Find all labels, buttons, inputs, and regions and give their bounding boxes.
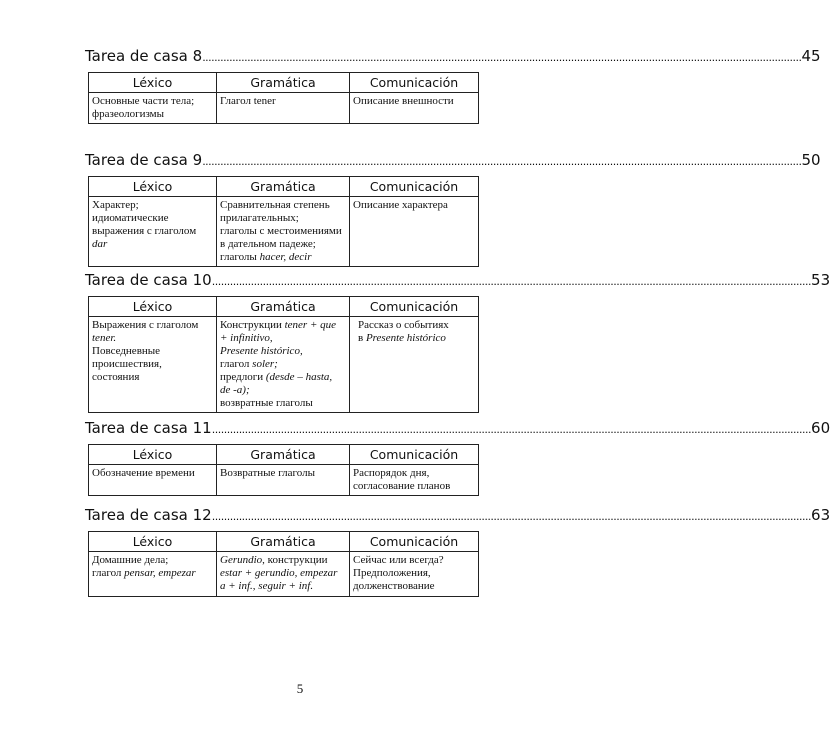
text-run: глагол	[220, 358, 253, 370]
header-comunicacion: Comunicación	[350, 177, 479, 197]
text-run: выражения с глаголом	[92, 225, 197, 237]
text-line: estar + gerundio, empezar	[220, 567, 338, 579]
leader-dots: ........................................................................................................................................................................................................	[211, 510, 812, 523]
section-title-row	[85, 46, 821, 66]
section-title: Tarea de casa 8	[85, 47, 203, 65]
cell-comunicacion	[350, 465, 479, 496]
text-run: в	[358, 332, 366, 344]
header-lexico: Léxico	[89, 532, 217, 552]
cell-lexico	[89, 93, 217, 124]
leader-dots: ........................................................................................................................................................................................................	[202, 155, 802, 168]
text-line	[92, 225, 213, 251]
text-line: Presente histórico,	[220, 345, 303, 357]
toc-section-10	[85, 270, 830, 413]
text-line: Повседневные	[92, 345, 161, 357]
text-line: Распорядок дня,	[353, 467, 430, 479]
cell-gramatica	[217, 197, 350, 267]
text-line: фразеологизмы	[92, 108, 165, 120]
text-run: глагол	[92, 567, 125, 579]
section-title-row	[85, 505, 830, 525]
text-line: de -a);	[220, 384, 250, 396]
toc-section-12	[85, 505, 830, 597]
text-line	[220, 554, 346, 567]
text-line	[220, 358, 346, 371]
text-line: глаголы с местоимениями	[220, 225, 342, 237]
text-line: Описание характера	[353, 199, 448, 211]
header-lexico: Léxico	[89, 445, 217, 465]
section-title: Tarea de casa 11	[85, 419, 212, 437]
text-line: прилагательных;	[220, 212, 299, 224]
header-comunicacion: Comunicación	[350, 445, 479, 465]
header-gramatica: Gramática	[217, 532, 350, 552]
cell-lexico	[89, 465, 217, 496]
text-run: (desde – hasta,	[265, 371, 333, 383]
cell-lexico	[89, 197, 217, 267]
text-line	[220, 371, 346, 384]
text-line	[358, 332, 475, 345]
text-line: Предположения,	[353, 567, 431, 579]
toc-table	[88, 176, 479, 267]
header-gramatica: Gramática	[217, 445, 350, 465]
text-run: soler;	[252, 358, 278, 370]
section-page: 60	[811, 419, 830, 437]
cell-gramatica	[217, 465, 350, 496]
cell-lexico	[89, 552, 217, 597]
section-title: Tarea de casa 9	[85, 151, 203, 169]
toc-table	[88, 531, 479, 597]
text-line: tener.	[92, 332, 117, 344]
text-line: согласование планов	[353, 480, 451, 492]
section-title: Tarea de casa 10	[85, 271, 212, 289]
toc-section-8	[85, 46, 821, 124]
text-line: Описание внешности	[353, 95, 454, 107]
text-line	[220, 319, 346, 332]
section-page: 50	[801, 151, 821, 169]
header-comunicacion: Comunicación	[350, 297, 479, 317]
text-line: Возвратные глаголы	[220, 467, 315, 479]
leader-dots: ........................................................................................................................................................................................................	[211, 423, 812, 436]
leader-dots: ........................................................................................................................................................................................................	[202, 51, 802, 64]
header-lexico: Léxico	[89, 177, 217, 197]
header-gramatica: Gramática	[217, 73, 350, 93]
section-page: 45	[801, 47, 821, 65]
header-gramatica: Gramática	[217, 297, 350, 317]
text-line: происшествия,	[92, 358, 162, 370]
text-run: tener + que	[284, 319, 337, 331]
cell-lexico	[89, 317, 217, 413]
toc-table	[88, 72, 479, 124]
text-line	[92, 567, 213, 580]
text-run: Presente histórico	[365, 332, 446, 344]
text-line: Сравнительная степень	[220, 199, 330, 211]
leader-dots: ........................................................................................................................................................................................................	[211, 275, 812, 288]
text-line: Сейчас или всегда?	[353, 554, 444, 566]
section-page: 63	[811, 506, 830, 524]
text-line: Рассказ о событиях	[358, 319, 449, 331]
text-line: состояния	[92, 371, 140, 383]
text-line: + infinitivo,	[220, 332, 273, 344]
cell-comunicacion	[350, 93, 479, 124]
cell-comunicacion	[350, 197, 479, 267]
text-line: долженствование	[353, 580, 435, 592]
text-line: идиоматические	[92, 212, 169, 224]
toc-section-11	[85, 418, 830, 496]
header-comunicacion: Comunicación	[350, 73, 479, 93]
text-line: Домашние дела;	[92, 554, 169, 566]
text-run: Gerundio	[220, 554, 263, 566]
text-run: , конструкции	[262, 554, 328, 566]
text-line: в дательном падеже;	[220, 238, 316, 250]
text-line	[220, 251, 346, 264]
cell-comunicacion	[350, 317, 479, 413]
toc-table	[88, 444, 479, 496]
section-title-row	[85, 270, 830, 290]
toc-table	[88, 296, 479, 413]
section-title-row	[85, 150, 821, 170]
text-run: hacer, decir	[259, 251, 312, 263]
text-line: Характер;	[92, 199, 139, 211]
section-page: 53	[811, 271, 830, 289]
cell-comunicacion	[350, 552, 479, 597]
text-line: возвратные глаголы	[220, 397, 313, 409]
text-run: pensar, empezar	[124, 567, 196, 579]
text-run: предлоги	[220, 371, 266, 383]
header-lexico: Léxico	[89, 297, 217, 317]
text-run: dar	[92, 238, 108, 250]
header-lexico: Léxico	[89, 73, 217, 93]
header-gramatica: Gramática	[217, 177, 350, 197]
text-line: Основные части тела;	[92, 95, 195, 107]
text-line: Обозначение времени	[92, 467, 195, 479]
cell-gramatica	[217, 552, 350, 597]
toc-section-9	[85, 150, 821, 267]
header-comunicacion: Comunicación	[350, 532, 479, 552]
text-line: Глагол tener	[220, 95, 276, 107]
text-run: глаголы	[220, 251, 260, 263]
section-title: Tarea de casa 12	[85, 506, 212, 524]
text-run: Конструкции	[220, 319, 285, 331]
text-line: a + inf., seguir + inf.	[220, 580, 314, 592]
text-line: Выражения с глаголом	[92, 319, 199, 331]
cell-gramatica	[217, 317, 350, 413]
section-title-row	[85, 418, 830, 438]
page-number: 5	[296, 681, 304, 696]
cell-gramatica	[217, 93, 350, 124]
